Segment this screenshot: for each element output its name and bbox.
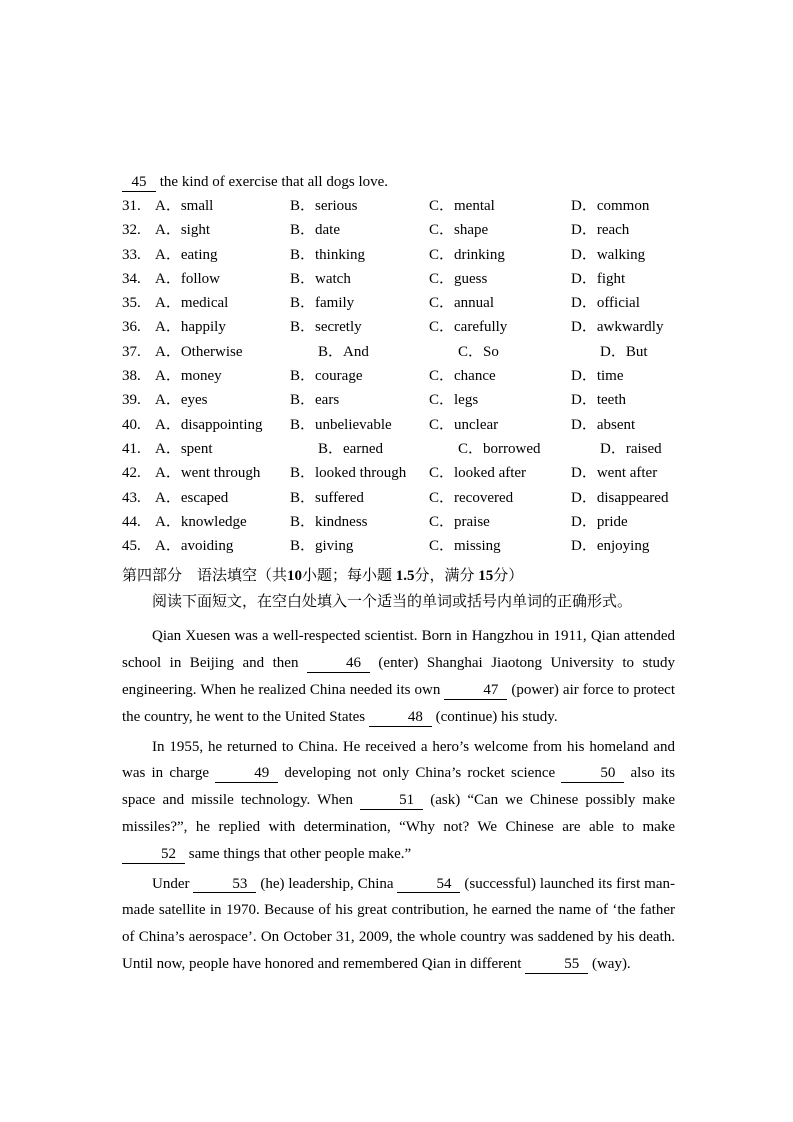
option-b: B．date <box>290 222 340 239</box>
passage-text: also its space and missile technology. When <box>122 765 675 809</box>
option-c: C．carefully <box>429 319 508 336</box>
passage-paragraph-3 <box>122 871 675 978</box>
option-a: A．small <box>155 198 214 214</box>
option-b: B．looked through <box>290 465 407 482</box>
blank-46: 46 <box>307 656 370 673</box>
cloze-passage <box>122 623 675 977</box>
option-d: D．time <box>571 368 624 385</box>
option-d: D．teeth <box>571 392 626 409</box>
option-c: C．mental <box>429 198 495 214</box>
option-c: C．So <box>458 343 499 360</box>
section-header-text: 分） <box>493 568 524 585</box>
blank-47: 47 <box>444 683 507 700</box>
option-b: B．secretly <box>290 319 362 336</box>
option-b: B．serious <box>290 198 358 214</box>
question-row-37 <box>122 340 675 364</box>
option-c: C．unclear <box>429 416 499 433</box>
option-a: A．money <box>155 368 222 385</box>
blank-51: 51 <box>360 793 423 810</box>
option-b: B．suffered <box>290 489 364 506</box>
blank-55: 55 <box>525 957 588 974</box>
option-a: A．follow <box>155 270 220 287</box>
option-a: A．escaped <box>155 489 229 506</box>
question-row-43 <box>122 486 675 510</box>
passage-text: (enter) Shanghai Jiaotong University to study engineering. When he realized China needed its own <box>122 655 675 699</box>
passage-text: (continue) his study. <box>431 708 558 725</box>
option-a: A．went through <box>155 465 261 482</box>
blank-49: 49 <box>215 766 278 783</box>
option-a: A．spent <box>155 440 213 457</box>
option-d: D．official <box>571 295 640 312</box>
blank-50: 50 <box>561 766 624 783</box>
option-d: D．went after <box>571 465 658 482</box>
passage-text: Under <box>152 875 194 892</box>
question-row-33 <box>122 243 675 267</box>
option-b: B．family <box>290 295 355 312</box>
passage-text: In 1955, he returned to China. He received a hero’s welcome from his homeland and was in charge <box>122 738 675 782</box>
option-d: D．common <box>571 198 650 214</box>
question-row-31 <box>122 194 675 218</box>
question-row-35 <box>122 291 675 315</box>
question-row-45 <box>122 534 675 558</box>
option-a: A．eyes <box>155 392 208 409</box>
option-d: D．enjoying <box>571 538 650 555</box>
question-number: 34. <box>122 270 141 287</box>
option-c: C．borrowed <box>458 440 541 457</box>
question-number: 40. <box>122 416 141 433</box>
option-a: A．medical <box>155 295 229 312</box>
option-d: D．But <box>600 343 648 360</box>
option-c: C．drinking <box>429 246 505 263</box>
option-c: C．shape <box>429 222 489 239</box>
option-a: A．happily <box>155 319 226 336</box>
question-row-42 <box>122 461 675 485</box>
option-d: D．absent <box>571 416 636 433</box>
blank-53: 53 <box>193 877 256 894</box>
section-header-text: 分，满分 <box>414 568 479 585</box>
question-number: 36. <box>122 319 141 336</box>
question-row-44 <box>122 510 675 534</box>
passage-text: (he) leadership, China <box>256 875 398 892</box>
section-header-text: 15 <box>478 568 494 585</box>
question-number: 45. <box>122 538 141 555</box>
multiple-choice-question-list <box>122 194 675 558</box>
option-b: B．And <box>318 343 369 360</box>
question-number: 39. <box>122 392 141 409</box>
section-header-text: 1.5 <box>395 568 415 585</box>
question-row-41 <box>122 437 675 461</box>
section-header-text: 第四部分 语法填空（共 <box>122 568 288 585</box>
question-row-34 <box>122 267 675 291</box>
blank-52: 52 <box>122 847 185 864</box>
gap-sentence-text: the kind of exercise that all dogs love. <box>156 174 389 190</box>
option-a: A．knowledge <box>155 513 247 530</box>
question-number: 42. <box>122 465 141 482</box>
option-d: D．reach <box>571 222 630 239</box>
option-d: D．pride <box>571 513 628 530</box>
option-c: C．annual <box>429 295 494 312</box>
question-row-40 <box>122 413 675 437</box>
option-b: B．thinking <box>290 246 366 263</box>
question-number: 31. <box>122 198 141 214</box>
option-d: D．disappeared <box>571 489 669 506</box>
option-b: B．watch <box>290 270 351 287</box>
option-a: A．eating <box>155 246 218 263</box>
option-c: C．missing <box>429 538 501 555</box>
option-c: C．guess <box>429 270 488 287</box>
option-a: A．Otherwise <box>155 343 243 360</box>
option-d: D．awkwardly <box>571 319 664 336</box>
question-row-39 <box>122 388 675 412</box>
option-a: A．sight <box>155 222 211 239</box>
passage-text: (successful) launched its first man-made satellite in 1970. Because of his great contribution, he earned the name of ‘the father of China’s aerospace’. On October 31, 2009, the whole country was saddened by his death. Until now, people have honored and remembered Qian in different <box>122 875 675 973</box>
question-row-38 <box>122 364 675 388</box>
option-c: C．looked after <box>429 465 527 482</box>
question-number: 35. <box>122 295 141 312</box>
section-header-text: 10 <box>287 568 303 585</box>
option-b: B．earned <box>318 440 383 457</box>
option-b: B．courage <box>290 368 363 385</box>
option-c: C．chance <box>429 368 496 385</box>
blank-45: 45 <box>122 175 156 192</box>
gap-sentence-45 <box>122 170 675 194</box>
blank-48: 48 <box>369 710 432 727</box>
passage-paragraph-1 <box>122 623 675 730</box>
option-b: B．ears <box>290 392 340 409</box>
question-number: 37. <box>122 343 141 360</box>
option-c: C．praise <box>429 513 490 530</box>
passage-text: same things that other people make.” <box>185 845 412 862</box>
section-header-text: 小题；每小题 <box>302 568 396 585</box>
option-a: A．disappointing <box>155 416 263 433</box>
question-number: 32. <box>122 222 141 239</box>
question-row-32 <box>122 218 675 242</box>
blank-54: 54 <box>397 877 460 894</box>
section-header <box>122 563 675 589</box>
question-number: 33. <box>122 246 141 263</box>
option-b: B．unbelievable <box>290 416 392 433</box>
question-number: 44. <box>122 513 141 530</box>
option-a: A．avoiding <box>155 538 234 555</box>
passage-paragraph-2 <box>122 734 675 868</box>
question-row-36 <box>122 315 675 339</box>
question-number: 43. <box>122 489 141 506</box>
passage-text: Qian Xuesen was a well-respected scientist. Born in Hangzhou in 1911, Qian attended school in Beijing and then <box>122 628 675 672</box>
passage-text: (way). <box>588 956 631 973</box>
option-c: C．legs <box>429 392 479 409</box>
passage-text: (ask) “Can we Chinese possibly make missiles?”, he replied with determination, “Why not? We Chinese are able to make <box>122 792 675 836</box>
option-b: B．kindness <box>290 513 368 530</box>
option-d: D．fight <box>571 270 626 287</box>
option-d: D．walking <box>571 246 646 263</box>
passage-text: (power) air force to protect the country, he went to the United States <box>122 682 675 725</box>
question-number: 38. <box>122 368 141 385</box>
section-instruction: 阅读下面短文，在空白处填入一个适当的单词或括号内单词的正确形式。 <box>152 594 633 611</box>
option-d: D．raised <box>600 440 662 457</box>
passage-text: developing not only China’s rocket science <box>278 765 562 782</box>
question-number: 41. <box>122 440 141 457</box>
option-c: C．recovered <box>429 489 514 506</box>
option-b: B．giving <box>290 538 354 555</box>
